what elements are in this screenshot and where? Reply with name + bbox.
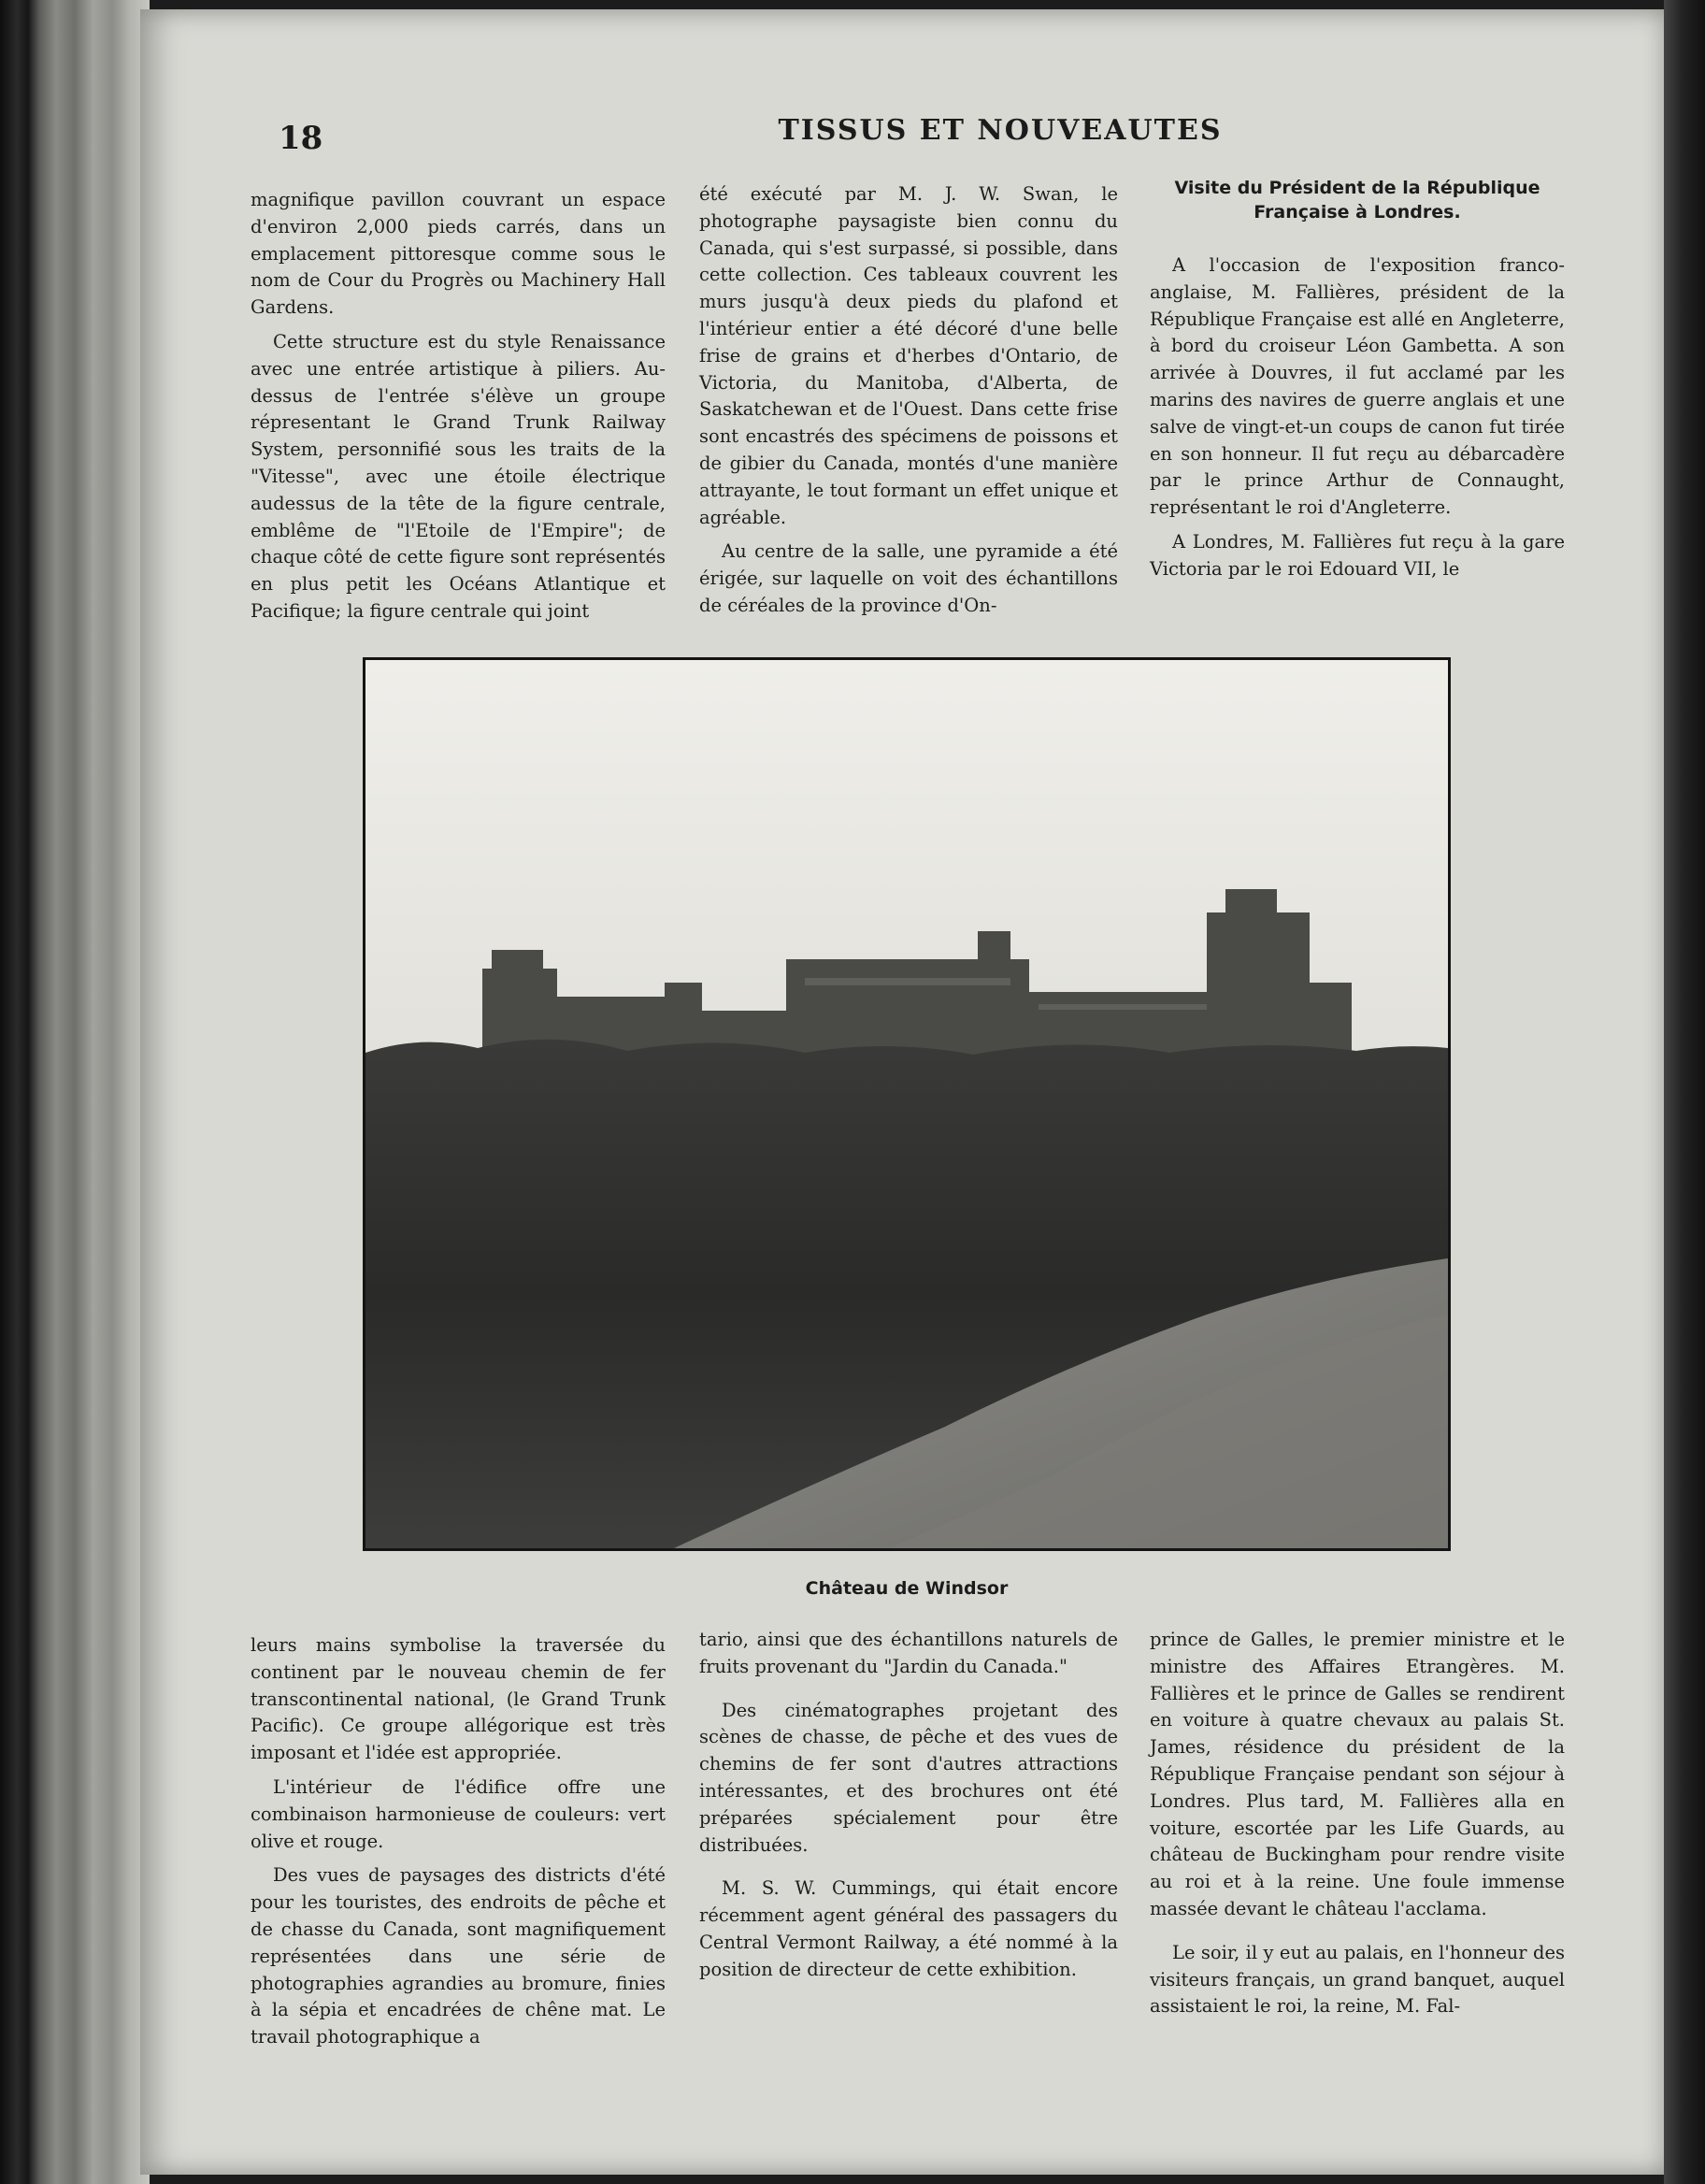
- column-4: [251, 1632, 666, 2059]
- photo-caption: Château de Windsor: [805, 1578, 1009, 1599]
- paragraph: leurs mains symbolise la traversée du continent par le nouveau chemin de fer transcontinental national, (le Grand Trunk Pacific). Ce groupe allégorique est très imposant et l'idée est appropriée.: [251, 1634, 666, 1764]
- page-number: 18: [279, 120, 323, 157]
- column-2: [699, 181, 1118, 627]
- paragraph: L'intérieur de l'édifice offre une combinaison harmonieuse de couleurs: vert olive et rouge.: [251, 1775, 666, 1852]
- paragraph: M. S. W. Cummings, qui était encore récemment agent général des passagers du Central Vermont Railway, a été nommé à la position de directeur de cette exhibition.: [699, 1877, 1118, 1980]
- paragraph: Des cinématographes projetant des scènes de chasse, de pêche et des vues de chemins de fer sont d'autres attractions intéressantes, et des brochures ont été préparées spécialement pour être distribuées.: [699, 1699, 1118, 1856]
- column-1: [251, 187, 666, 633]
- paragraph: Le soir, il y eut au palais, en l'honneur des visiteurs français, un grand banquet, auquel assistaient le roi, la reine, M. Fal-: [1150, 1941, 1565, 2018]
- column-5: [699, 1627, 1118, 1991]
- running-head: TISSUS ET NOUVEAUTES: [778, 114, 1223, 147]
- paragraph: été exécuté par M. J. W. Swan, le photographe paysagiste bien connu du Canada, qui s'est surpassé, si possible, dans cette collection. Ces tableaux couvrent les murs jusqu'à deux pieds du plafond et l'intérieur entier a été décoré d'une belle frise de grains et d'herbes d'Ontario, de Victoria, du Manitoba, d'Alberta, de Saskatchewan et de l'Ouest. Dans cette frise sont encastrés des spécimens de poissons et de gibier du Canada, montés d'une manière attrayante, le tout formant un effet unique et agréable.: [699, 183, 1118, 528]
- paragraph: Cette structure est du style Renaissance avec une entrée artistique à piliers. Au-dessus de l'entrée s'élève un groupe répresentant le Grand Trunk Railway System, personnifié sous les traits de la "Vitesse", avec une étoile électrique audessus de la tête de la figure centrale, emblême de "l'Etoile de l'Empire"; de chaque côté de cette figure sont représentés en plus petit les Océans Atlantique et Pacifique; la figure centrale qui joint: [251, 330, 666, 622]
- paragraph: Au centre de la salle, une pyramide a été érigée, sur laquelle on voit des échantillons de céréales de la province d'On-: [699, 540, 1118, 616]
- column-3: [1150, 176, 1565, 591]
- castle-landscape-image: [365, 660, 1448, 1548]
- magazine-page: [140, 9, 1664, 2175]
- book-page-edges: [0, 0, 150, 2184]
- column-6: [1150, 1627, 1565, 2028]
- paragraph: prince de Galles, le premier ministre et le ministre des Affaires Etrangères. M. Fallières et le prince de Galles se rendirent en voiture à quatre chevaux au palais St. James, résidence du président de la République Française pendant son séjour à Londres. Plus tard, M. Fallières alla en voiture, escortée par les Life Guards, au château de Buckingham pour rendre visite au roi et à la reine. Une foule immense massée devant le château l'acclama.: [1150, 1629, 1565, 1919]
- paragraph: magnifique pavillon couvrant un espace d'environ 2,000 pieds carrés, dans un emplacement pittoresque comme sous le nom de Cour du Progrès ou Machinery Hall Gardens.: [251, 189, 666, 319]
- book-right-edge: [1664, 0, 1705, 2184]
- paragraph: tario, ainsi que des échantillons naturels de fruits provenant du "Jardin du Canada.": [699, 1629, 1118, 1677]
- section-title: Visite du Président de la République Française à Londres.: [1174, 178, 1540, 223]
- windsor-castle-photo: [363, 657, 1451, 1551]
- paragraph: A l'occasion de l'exposition franco-anglaise, M. Fallières, président de la République Française est allé en Angleterre, à bord du croiseur Léon Gambetta. A son arrivée à Douvres, il fut acclamé par les marins des navires de guerre anglais et une salve de vingt-et-un coups de canon fut tirée en son honneur. Il fut reçu au débarcadère par le prince Arthur de Connaught, représentant le roi d'Angleterre.: [1150, 254, 1565, 519]
- paragraph: Des vues de paysages des districts d'été pour les touristes, des endroits de pêche et de chasse du Canada, sont magnifiquement représentées dans une série de photographies agrandies au bromure, finies à la sépia et encadrées de chêne mat. Le travail photographique a: [251, 1864, 666, 2048]
- paragraph: A Londres, M. Fallières fut reçu à la gare Victoria par le roi Edouard VII, le: [1150, 530, 1565, 580]
